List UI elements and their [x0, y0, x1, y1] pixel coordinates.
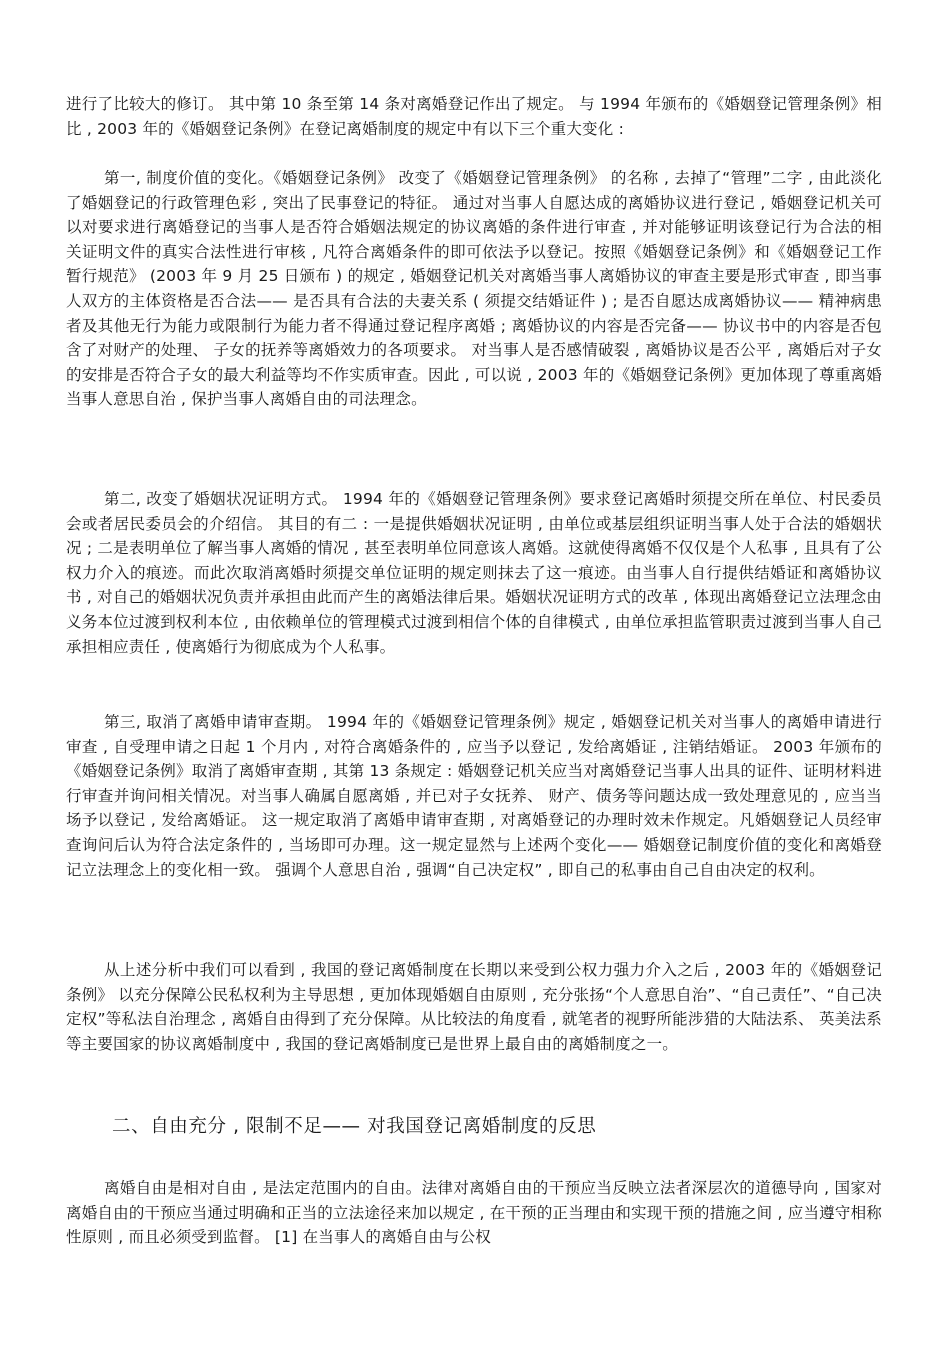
paragraph-summary: 从上述分析中我们可以看到 , 我国的登记离婚制度在长期以来受到公权力强力介入之后 , 2003 年的《婚姻登记条例》 以充分保障公民私权利为主导思想 , 更加体现婚姻自由原则 , 充分张扬“个人意思自治”、“自己责任”、“自己决定权”等私法自治理念 , 离婚自由得到了充分保障。从比较法的角度看 , 就笔者的视野所能涉猎的大陆法系、 英美法系等主要国家的协议离婚制度中 , 我国的登记离婚制度已是世界上最自由的离婚制度之一。: [66, 961, 882, 1053]
paragraph-second-change: 第二, 改变了婚姻状况证明方式。 1994 年的《婚姻登记管理条例》要求登记离婚时须提交所在单位、村民委员会或者居民委员会的介绍信。 其目的有二 : 一是提供婚姻状况证明 , 由单位或基层组织证明当事人处于合法的婚姻状况 ; 二是表明单位了解当事人离婚的情况 , 甚至表明单位同意该人离婚。这就使得离婚不仅仅是个人私事 , 且具有了公权力介入的痕迹。而此次取消离婚时须提交单位证明的规定则抹去了这一痕迹。由当事人自行提供结婚证和离婚协议书 , 对自己的婚姻状况负责并承担由此而产生的离婚法律后果。婚姻状况证明方式的改革 , 体现出离婚登记立法理念由义务本位过渡到权利本位 , 由依赖单位的管理模式过渡到相信个体的自律模式 , 由单位承担监管职责过渡到当事人自己承担相应责任 , 使离婚行为彻底成为个人私事。: [66, 490, 883, 656]
section-heading: 二、自由充分 , 限制不足—— 对我国登记离婚制度的反思: [112, 1116, 597, 1137]
paragraph-third-change: 第三, 取消了离婚申请审查期。 1994 年的《婚姻登记管理条例》规定 , 婚姻登记机关对当事人的离婚申请进行审查 , 自受理申请之日起 1 个月内 , 对符合离婚条件的 , 应当予以登记 , 发给离婚证 , 注销结婚证。 2003 年颁布的《婚姻登记条例》取消了离婚审查期 , 其第 13 条规定 : 婚姻登记机关应当对离婚登记当事人出具的证件、证明材料进行审查并询问相关情况。对当事人确属自愿离婚 , 并已对子女抚养、 财产、债务等问题达成一致处理意见的 , 应当当场予以登记 , 发给离婚证。 这一规定取消了离婚申请审查期 , 对离婚登记的办理时效未作规定。凡婚姻登记人员经审查询问后认为符合法定条件的 , 当场即可办理。这一规定显然与上述两个变化—— 婚姻登记制度价值的变化和离婚登记立法理念上的变化相一致。 强调个人意思自治 , 强调“自己决定权” , 即自己的私事由自己自由决定的权利。: [66, 713, 882, 879]
paragraph-section-two-intro: 离婚自由是相对自由 , 是法定范围内的自由。法律对离婚自由的干预应当反映立法者深层次的道德导向 , 国家对离婚自由的干预应当通过明确和正当的立法途径来加以规定 , 在干预的正当理由和实现干预的措施之间 , 应当遵守相称性原则 , 而且必须受到监督。 [1] 在当事人的离婚自由与公权: [66, 1179, 883, 1247]
paragraph-intro: 进行了比较大的修订。 其中第 10 条至第 14 条对离婚登记作出了规定。 与 1994 年颁布的《婚姻登记管理条例》相比 , 2003 年的《婚姻登记条例》在登记离婚制度的规定中有以下三个重大变化 :: [66, 95, 882, 138]
paragraph-first-change: 第一, 制度价值的变化。《婚姻登记条例》 改变了《婚姻登记管理条例》 的名称 , 去掉了“管理”二字 , 由此淡化了婚姻登记的行政管理色彩 , 突出了民事登记的特征。 通过对当事人自愿达成的离婚协议进行登记 , 婚姻登记机关可以对要求进行离婚登记的当事人是否符合婚姻法规定的协议离婚的条件进行审查 , 并对能够证明该登记行为合法的相关证明文件的真实合法性进行审核 , 凡符合离婚条件的即可依法予以登记。按照《婚姻登记条例》和《婚姻登记工作暂行规范》 (2003 年 9 月 25 日颁布 ) 的规定 , 婚姻登记机关对离婚当事人离婚协议的审查主要是形式审查 , 即当事人双方的主体资格是否合法—— 是否具有合法的夫妻关系 ( 须提交结婚证件 ) ; 是否自愿达成离婚协议—— 精神病患者及其他无行为能力或限制行为能力者不得通过登记程序离婚 ; 离婚协议的内容是否完备—— 协议书中的内容是否包含了对财产的处理、 子女的抚养等离婚效力的各项要求。 对当事人是否感情破裂 , 离婚协议是否公平 , 离婚后对子女的安排是否符合子女的最大利益等均不作实质审查。因此 , 可以说 , 2003 年的《婚姻登记条例》更加体现了尊重离婚当事人意思自治 , 保护当事人离婚自由的司法理念。: [66, 169, 882, 409]
